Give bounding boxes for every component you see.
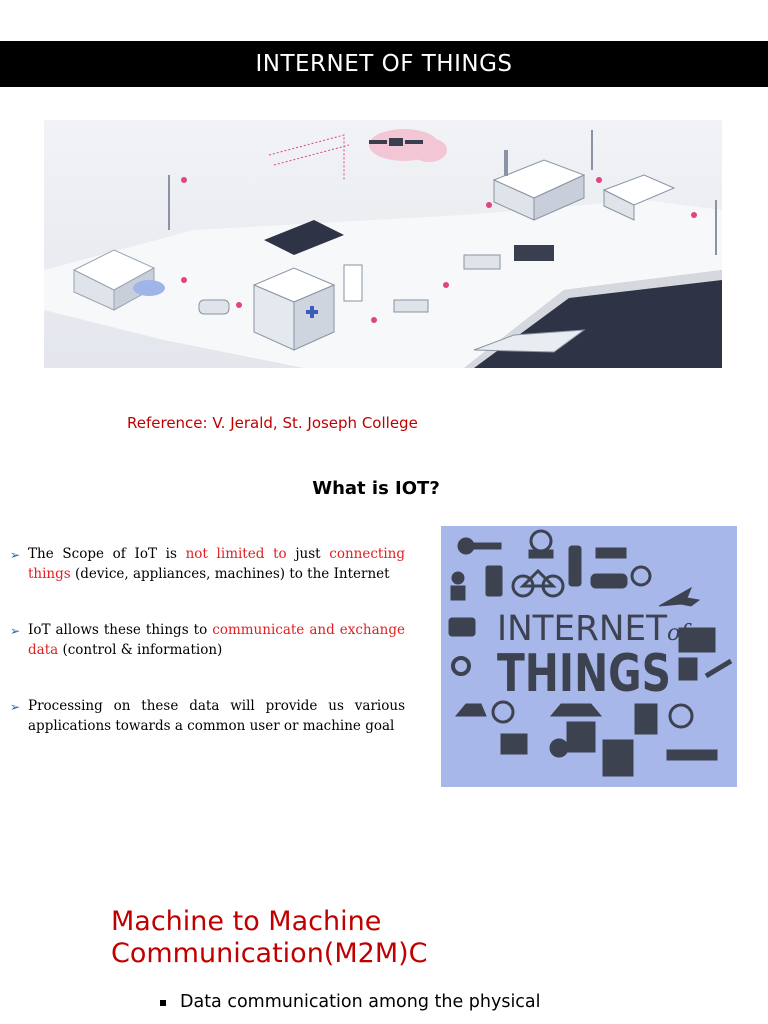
bath-icon (596, 548, 626, 558)
iot-bullet-list (10, 545, 405, 773)
arrow-bullet-icon: ➢ (10, 700, 21, 714)
slide-title-bar (0, 41, 768, 87)
bullet-item (10, 545, 405, 584)
bullet-text: Processing on these data will provide us various applications towards a common user or machine goal (28, 698, 405, 734)
section-heading: What is IOT? (312, 478, 440, 499)
bullet-text: (device, appliances, machines) to the Internet (70, 565, 390, 582)
bullet-highlight: connecting things (28, 546, 405, 582)
m2m-heading-line1: Machine to Machine (111, 906, 382, 937)
square-bullet-icon (160, 1000, 166, 1006)
bullet-text: The Scope of IoT is (28, 546, 186, 562)
hero-illustration (44, 120, 722, 368)
bullet-text: (control & information) (58, 641, 223, 658)
router-icon (667, 750, 717, 760)
iot-image-line2: THINGS (497, 644, 671, 704)
hospital-icon (254, 268, 334, 350)
lightbulb-icon (550, 739, 568, 757)
car-icon (591, 574, 627, 588)
iot-city-illustration (44, 120, 722, 368)
internet-of-things-image (441, 526, 737, 787)
m2m-heading-line2: Communication(M2M)C (111, 938, 428, 969)
bottle-icon (569, 546, 581, 586)
bus-icon (603, 740, 633, 776)
washing-machine-icon (567, 722, 595, 752)
plant-icon (451, 572, 465, 600)
m2m-bullet-item (160, 992, 541, 1012)
bullet-text: IoT allows these things to (28, 622, 213, 638)
speaker-icon (635, 704, 657, 734)
trash-icon (679, 658, 697, 680)
iot-image-of: of (667, 621, 689, 646)
tv-icon (501, 734, 527, 754)
m2m-bullet-text: Data communication among the physical (180, 992, 541, 1012)
bullet-highlight: communicate and exchange data (28, 622, 405, 658)
bullet-item (10, 697, 405, 736)
bullet-text: just (286, 546, 330, 562)
arrow-bullet-icon: ➢ (10, 548, 21, 562)
reference-text: Reference: V. Jerald, St. Joseph College (127, 414, 418, 432)
m2m-heading (111, 906, 428, 970)
slide-title: INTERNET OF THINGS (255, 51, 513, 77)
phone-icon (486, 566, 502, 596)
arrow-bullet-icon: ➢ (10, 624, 21, 638)
iot-icons-collage (441, 526, 737, 787)
bullet-highlight: not limited to (185, 546, 287, 562)
bullet-item (10, 621, 405, 660)
iot-image-line1: INTERNET (497, 609, 668, 649)
train-icon (449, 618, 475, 636)
